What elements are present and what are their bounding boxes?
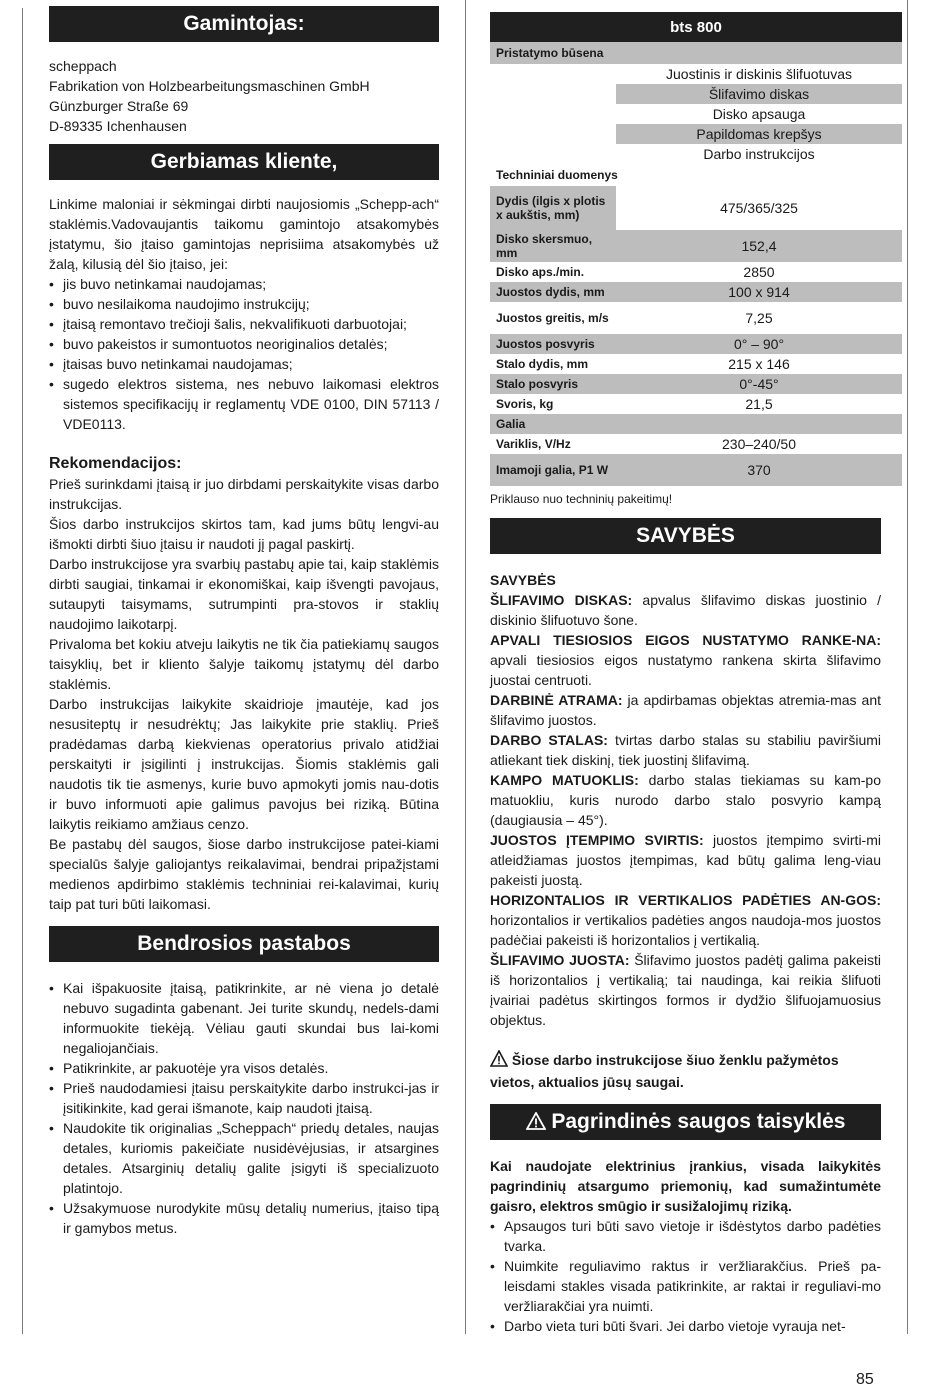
feature-text: darbo stalas tiekiamas su kam-po matuokliu, kuris nurodo darbo stalo posvyrio kampą (daugiausia – 45°).: [490, 772, 881, 828]
feature-text: Šlifavimo juostos padėtį galima pakeisti iš horizontalios į vertikalią; tai naudinga, kai reikia šlifuoti įvairiai padėtus skirtingos formos ir dydžio šlifuojamuosius objektus.: [490, 952, 881, 1028]
spec-value: 100 x 914: [616, 282, 902, 302]
features-list: [490, 590, 881, 1030]
left-margin-rule: [22, 8, 23, 1334]
liability-list: [49, 274, 439, 434]
basic-safety-title: Pagrindinės saugos taisyklės: [551, 1110, 846, 1133]
feature-text: apvalus šlifavimo diskas juostinio / diskinio šlifuotuvo šone.: [490, 592, 881, 628]
feature-item: [490, 590, 881, 630]
feature-label: KAMPO MATUOKLIS:: [490, 772, 639, 788]
feature-item: [490, 770, 881, 830]
feature-text: horizontalios ir vertikalios padėties angos naudoja-mos juostos padėčiai pakeisti iš horizontalios į vertikalią.: [490, 912, 881, 948]
address-line: scheppach: [49, 58, 117, 74]
list-item: • buvo nesilaikoma naudojimo instrukcijų;: [49, 294, 439, 314]
list-item: • įtaisą remontavo trečioji šalis, nekvalifikuoti darbuotojai;: [49, 314, 439, 334]
spec-table: [490, 12, 902, 486]
feature-item: [490, 730, 881, 770]
delivery-label: Pristatymo būsena: [490, 42, 902, 64]
list-item: • Prieš naudodamiesi įtaisu perskaitykite darbo instrukci-jas ir įsitikinkite, kad gerai išmanote, kaip naudoti įtaisą.: [49, 1078, 439, 1118]
list-item: • sugedo elektros sistema, nes nebuvo laikomasi elektros sistemos specifikacijų ir reglamentų VDE 0100, DIN 57113 / VDE0113.: [49, 374, 439, 434]
technical-change-note: Priklauso nuo techninių pakeitimų!: [490, 492, 673, 506]
manufacturer-heading: Gamintojas:: [49, 6, 439, 42]
spec-value: 475/365/325: [720, 200, 798, 216]
model-name: bts 800: [490, 12, 902, 42]
feature-item: [490, 890, 881, 950]
feature-text: ja apdirbamas objektas atremia-mas ant šlifavimo juostos.: [490, 692, 881, 728]
general-notes-heading: Bendrosios pastabos: [49, 926, 439, 962]
spec-key: Disko skersmuo, mm: [490, 230, 616, 262]
feature-label: DARBINĖ ATRAMA:: [490, 692, 623, 708]
list-item: • Naudokite tik originalias „Scheppach“ priedų detales, naujas detales, kuriomis pakeičiate nusidėvėjusias, ir atsargines detales. Atsarginių detalių galite įsigyti iš specializuoto platintojo.: [49, 1118, 439, 1198]
delivery-item: Šlifavimo diskas: [616, 84, 902, 104]
feature-label: HORIZONTALIOS IR VERTIKALIOS PADĖTIES AN-GOS:: [490, 892, 881, 908]
recommend-paragraph: Darbo instrukcijas laikykite skaidrioje įmautėje, kad jos nesusiteptų ir nesudrėktų; Jas laikykite prie staklių. Prieš pradėdamas darbą kiekvienas operatorius privalo atidžiai perskaityti ir įsigilinti į instrukcijas. Šiomis staklėmis gali naudotis tik tie asmenys, kurie buvo apmokyti jomis nau-dotis ir buvo informuoti apie galimus pavojus bei riziką. Būtina laikytis reikiamo amžiaus cenzo.: [49, 696, 439, 832]
delivery-item: Juostinis ir diskinis šlifuotuvas: [666, 66, 852, 82]
spec-value: 370: [616, 454, 902, 486]
list-item: • Patikrinkite, ar pakuotėje yra visos detalės.: [49, 1058, 439, 1078]
list-item: • įtaisas buvo netinkamai naudojamas;: [49, 354, 439, 374]
right-column: [490, 12, 881, 1336]
spec-key: Juostos dydis, mm: [490, 282, 616, 302]
power-label: Galia: [490, 414, 902, 434]
feature-item: [490, 630, 881, 690]
spec-key: Variklis, V/Hz: [496, 437, 571, 451]
manufacturer-address: [49, 56, 439, 136]
recommend-paragraph: Privaloma bet kokiu atveju laikytis ne tik čia patiekiamų saugos taisyklių, bet ir kliento šalyje taikomų įstatymų dėl darbo staklėmis.: [49, 636, 439, 692]
delivery-item: Disko apsauga: [712, 106, 806, 122]
spec-value: 7,25: [745, 310, 773, 326]
general-notes-list: [49, 978, 439, 1238]
feature-label: DARBO STALAS:: [490, 732, 608, 748]
spec-value: 0°-45°: [616, 374, 902, 394]
spec-key: Svoris, kg: [496, 397, 554, 411]
list-item: • Nuimkite reguliavimo raktus ir veržliarakčius. Prieš pa-leisdami stakles visada patikrinkite, ar raktai ir reguliavi-mo veržliarakčiai yra nuimti.: [490, 1256, 881, 1316]
recommend-paragraph: Šios darbo instrukcijos skirtos tam, kad jums būtų lengvi-au išmokti dirbti šiuo įtaisu ir naudoti jį pagal paskirtį.: [49, 516, 439, 552]
feature-item: [490, 830, 881, 890]
spec-key: Juostos greitis, m/s: [496, 311, 609, 325]
spec-key: Disko aps./min.: [496, 265, 585, 279]
dear-customer-heading: Gerbiamas kliente,: [49, 144, 439, 180]
tech-label: Techniniai duomenys: [496, 168, 618, 182]
spec-value: 0° – 90°: [616, 334, 902, 354]
warning-triangle-icon: [526, 1106, 546, 1142]
spec-key: Imamoji galia, P1 W: [490, 454, 616, 486]
recommendations-heading: Rekomendacijos:: [49, 455, 182, 472]
recommend-paragraph: Darbo instrukcijose yra svarbių pastabų apie tai, kaip staklėmis dirbti saugiai, tinkamai ir ekonomiškai, kaip išvengti pavojaus, sutaupyti taisymams, sutrumpinti pra-stovos ir staklių naudojimo laikotarpį.: [49, 556, 439, 632]
feature-label: APVALI TIESIOSIOS EIGOS NUSTATYMO RANKE-NA:: [490, 632, 881, 648]
safety-list: [490, 1216, 881, 1336]
feature-text: tvirtas darbo stalas su stabiliu paviršiumi atliekant tiek diskinį, tiek juostinį šlifavimą.: [490, 732, 882, 768]
spec-value: 2850: [743, 264, 775, 280]
feature-label: ŠLIFAVIMO DISKAS:: [490, 592, 633, 608]
features-subheading: SAVYBĖS: [490, 572, 556, 588]
feature-item: [490, 690, 881, 730]
address-line: Fabrikation von Holzbearbeitungsmaschinen GmbH: [49, 78, 370, 94]
page-number: 85: [856, 1371, 874, 1388]
list-item: • Darbo vieta turi būti švari. Jei darbo vietoje vyrauja net-: [490, 1316, 881, 1336]
spec-value: 215 x 146: [728, 356, 790, 372]
right-margin-rule: [907, 0, 908, 1334]
recommend-paragraph: Be pastabų dėl saugos, šiose darbo instrukcijose patei-kiami specialūs šalyje galiojantys reikalavimai, bendrai pripažįstami medienos apdirbimo staklėmis techniniai rei-kalavimai, kurių taip pat turi būti laikomasi.: [49, 836, 439, 912]
spec-key: Dydis (ilgis x plotis x aukštis, mm): [490, 186, 616, 230]
basic-safety-heading: [490, 1104, 881, 1140]
feature-text: apvali tiesiosios eigos nustatymo rankena skirta šlifavimo juostai centruoti.: [490, 652, 881, 688]
feature-label: JUOSTOS ĮTEMPIMO SVIRTIS:: [490, 832, 704, 848]
delivery-item: Darbo instrukcijos: [703, 146, 815, 162]
feature-item: [490, 950, 881, 1030]
list-item: • Kai išpakuosite įtaisą, patikrinkite, ar nė viena jo detalė nebuvo sugadinta gabenant. Jei turite skundų, nedels-dami informuokite tiekėją. Vėliau gauti skundai bus lai-komi negaliojančiais.: [49, 978, 439, 1058]
spec-key: Juostos posvyris: [490, 334, 616, 354]
features-heading: SAVYBĖS: [490, 518, 881, 554]
address-line: D-89335 Ichenhausen: [49, 118, 187, 134]
intro-paragraph: Linkime maloniai ir sėkmingai dirbti naujosiomis „Schepp-ach“ staklėmis.Vadovaujantis taikomu gamintojo atsakomybės įstatymu, šio įtaiso gamintojas neprisiima atsakomybės už žalą, kilusią dėl šio įtaiso, jei:: [49, 196, 439, 272]
warning-triangle-icon: [490, 1050, 508, 1072]
safety-symbol-note-text: Šiose darbo instrukcijose šiuo ženklu pažymėtos vietos, aktualios jūsų saugai.: [490, 1052, 839, 1090]
spec-key: Stalo posvyris: [490, 374, 616, 394]
center-divider: [465, 0, 466, 1334]
spec-value: 152,4: [616, 230, 902, 262]
left-column: [49, 6, 439, 1238]
list-item: • Užsakymuose nurodykite mūsų detalių numerius, įtaiso tipą ir gamybos metus.: [49, 1198, 439, 1238]
spec-key: Stalo dydis, mm: [496, 357, 589, 371]
delivery-item: Papildomas krepšys: [616, 124, 902, 144]
spec-value: 230–240/50: [722, 436, 796, 452]
list-item: • jis buvo netinkamai naudojamas;: [49, 274, 439, 294]
feature-text: juostos įtempimo svirti-mi atleidžiamas juostos įtempimas, kad būtų galima leng-viau pakeisti juostą.: [490, 832, 881, 888]
safety-symbol-note: [490, 1050, 881, 1092]
address-line: Günzburger Straße 69: [49, 98, 189, 114]
recommend-paragraph: Prieš surinkdami įtaisą ir juo dirbdami perskaitykite visas darbo instrukcijas.: [49, 476, 439, 512]
spec-value: 21,5: [745, 396, 773, 412]
feature-label: ŠLIFAVIMO JUOSTA:: [490, 952, 630, 968]
list-item: • Apsaugos turi būti savo vietoje ir išdėstytos darbo padėties tvarka.: [490, 1216, 881, 1256]
list-item: • buvo pakeistos ir sumontuotos neoriginalios detalės;: [49, 334, 439, 354]
safety-intro: Kai naudojate elektrinius įrankius, visada laikykitės pagrindinių atsargumo priemonių, kad sumažintumėte gaisro, elektros smūgio ir susižalojimų riziką.: [490, 1158, 881, 1214]
